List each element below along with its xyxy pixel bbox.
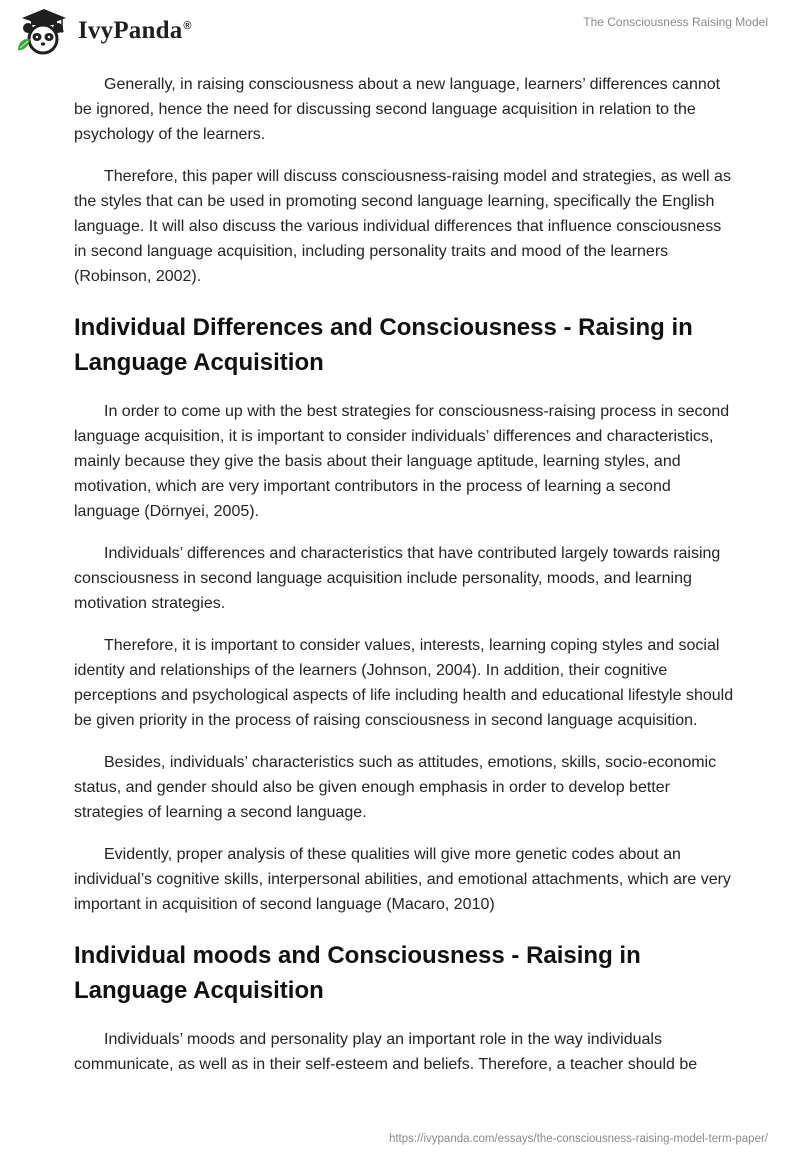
page-header — [0, 0, 800, 62]
panda-graduate-icon — [14, 6, 72, 56]
section-heading: Individual moods and Consciousness - Raising in Language Acquisition — [74, 942, 641, 1004]
paragraph: Individuals’ differences and characteristics that have contributed largely towards raising consciousness in second language acquisition include personality, moods, and learning motivation strategies. — [74, 545, 721, 612]
paragraph: Evidently, proper analysis of these qualities will give more genetic codes about an individual’s cognitive skills, interpersonal abilities, and emotional attachments, which are very important in acquisition of second language (Macaro, 2010) — [74, 846, 731, 913]
registered-mark: ® — [183, 19, 192, 32]
paragraph: In order to come up with the best strategies for consciousness-raising process in second language acquisition, it is important to consider individuals’ differences and characteristics, mainly because they give the basis about their language aptitude, learning styles, and motivation, which are very important contributors in the process of learning a second language (Dörnyei, 2005). — [74, 403, 730, 520]
paragraph: Therefore, this paper will discuss consciousness-raising model and strategies, as well as the styles that can be used in promoting second language learning, specifically the English language. It will also discuss the various individual differences that influence consciousness in second language acquisition, including personality traits and mood of the learners (Robinson, 2002). — [74, 168, 731, 285]
logo-text: IvyPanda — [78, 17, 183, 44]
document-title: The Consciousness Raising Model — [583, 15, 768, 29]
ivypanda-logo[interactable] — [14, 6, 192, 56]
source-url[interactable]: https://ivypanda.com/essays/the-consciousness-raising-model-term-paper/ — [388, 1133, 768, 1145]
paragraph: Besides, individuals’ characteristics such as attitudes, emotions, skills, socio-economic status, and gender should also be given enough emphasis in order to develop better strategies of learning a second language. — [74, 754, 717, 821]
section-heading: Individual Differences and Consciousness - Raising in Language Acquisition — [74, 314, 693, 376]
logo-wordmark — [78, 17, 192, 45]
paragraph: Individuals’ moods and personality play an important role in the way individuals communicate, as well as in their self-esteem and beliefs. Therefore, a teacher should be — [74, 1031, 698, 1073]
paragraph: Generally, in raising consciousness about a new language, learners’ differences cannot be ignored, hence the need for discussing second language acquisition in relation to the psychology of the learners. — [74, 76, 721, 143]
paragraph: Therefore, it is important to consider values, interests, learning coping styles and social identity and relationships of the learners (Johnson, 2004). In addition, their cognitive perceptions and psychological aspects of life including health and educational lifestyle should be given priority in the process of raising consciousness in second language acquisition. — [74, 637, 734, 729]
essay-body — [74, 72, 734, 1094]
